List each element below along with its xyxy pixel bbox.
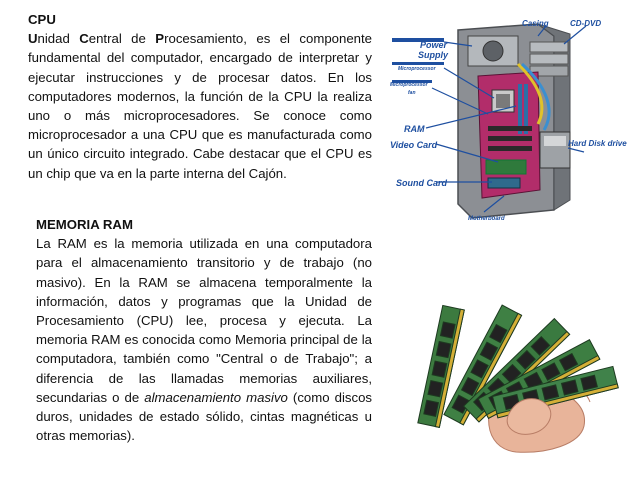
label-microprocessor-fan: Microprocessor — [390, 82, 428, 88]
cpu-title: CPU — [28, 12, 56, 27]
label-sound-card: Sound Card — [396, 178, 447, 188]
label-microprocessor: Microprocessor — [398, 66, 436, 72]
ram-body-text-2: (como discos duros, unidades de estado sólido, cintas magnéticas u otras memorias). — [36, 389, 372, 444]
label-cd-dvd: CD-DVD — [570, 19, 602, 28]
ram-paragraph — [36, 236, 372, 443]
cpu-paragraph — [28, 31, 372, 180]
label-motherboard: Motherboard — [468, 216, 505, 222]
ram-section — [36, 215, 372, 445]
label-power: Power — [420, 40, 448, 50]
computer-components-image — [388, 14, 630, 226]
cpu-acronym-c: C — [79, 31, 89, 47]
ram-title: MEMORIA RAM — [36, 217, 133, 232]
label-supply: Supply — [418, 50, 449, 60]
cpu-body-text: , es el componente fundamental del computador, encargado de interpretar y ejecutar instrucciones y de procesar datos. En los computadores modernos, la función de la CPU la realiza uno o más microprocesadores. Se conoce como microprocesador a una CPU que es manufacturada como un único circuito integrado. Cabe destacar que el CPU es un chip que va en la parte interna del Cajón. — [28, 31, 372, 181]
ram-modules-image — [398, 256, 630, 456]
ram-body-text-1: La RAM es la memoria utilizada en una computadora para el almacenamiento transitorio y de trabajo (no masivo). En la RAM se almacena temporalmente la información, datos y programas que la Unidad de Procesamiento (CPU) lee, procesa y ejecuta. La memoria RAM es conocida como Memoria principal de la computadora, también como "Central o de Trabajo"; a diferencia de las llamadas memorias auxiliares, secundarias o de — [36, 236, 372, 405]
label-ram: RAM — [404, 124, 425, 134]
cpu-section — [28, 10, 372, 183]
ram-italic-term: almacenamiento masivo — [144, 389, 288, 405]
cpu-word-unidad: nidad — [37, 31, 80, 47]
label-fan: fan — [408, 90, 416, 96]
label-video-card: Video Card — [390, 140, 438, 150]
label-casing: Casing — [522, 19, 549, 28]
cpu-acronym-u: U — [28, 31, 38, 47]
cpu-word-procesamiento: rocesamiento — [164, 31, 244, 47]
cpu-acronym-p: P — [155, 31, 165, 47]
label-hard-disk-drive: Hard Disk drive — [568, 139, 627, 148]
cpu-word-central: entral de — [88, 31, 156, 47]
